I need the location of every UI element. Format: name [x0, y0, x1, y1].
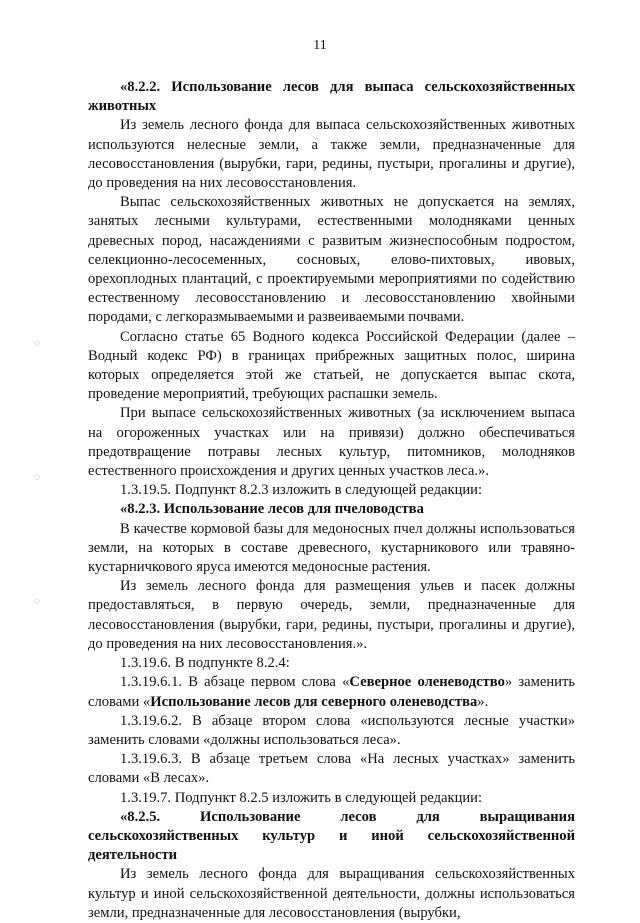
body-paragraph: Выпас сельскохозяйственных животных не допускается на землях, занятых лесными культурами, естественными молодняками ценных древесных пород, насаждениями с развитым жизнеспособным подростом, селекционно-лесосеменных, сосновых, елово-пихтовых, ивовых, орехоплодных плантаций, с проектируемыми мероприятиями по содействию естественному лесовосстановлению и лесовосстановлению хвойными породами, с легкоразмываемыми и развеиваемыми почвами. [88, 194, 575, 326]
section-heading: «8.2.3. Использование лесов для пчеловодства [120, 501, 424, 518]
body-paragraph [88, 673, 575, 711]
body-paragraph: Из земель лесного фонда для размещения ульев и пасек должны предоставляться, в первую очередь, земли, предназначенные для лесовосстановления (вырубки, гари, редины, пустыри, прогалины и другие), до проведения на них лесовосстановления.». [88, 578, 575, 652]
page-number: 11 [313, 38, 327, 53]
body-paragraph: Согласно статье 65 Водного кодекса Российской Федерации (далее – Водный кодекс РФ) в границах прибрежных защитных полос, ширина которых определяется этой же статьей, не допускается выпас скота, проведение мероприятий, требующих распашки земель. [88, 328, 575, 403]
section-heading: «8.2.5. Использование лесов для выращивания сельскохозяйственных культур и иной сельскохозяйственной деятельности [88, 808, 575, 864]
margin-mark: ◌ [34, 338, 40, 349]
margin-mark: ◌ [34, 472, 40, 483]
bold-phrase: Использование лесов для северного оленеводства [150, 693, 478, 710]
body-paragraph: 1.3.19.7. Подпункт 8.2.5 изложить в следующей редакции: [120, 789, 483, 806]
body-paragraph: Из земель лесного фонда для выпаса сельскохозяйственных животных используются нелесные земли, а также земли, предназначенные для лесовосстановления (вырубки, гари, редины, пустыри, прогалины и другие), до проведения на них лесовосстановления. [88, 117, 575, 192]
body-paragraph: 1.3.19.6.2. В абзаце втором слова «используются лесные участки» заменить словами «должны использоваться леса». [88, 712, 575, 748]
margin-mark: ◌ [34, 596, 40, 607]
body-paragraph: При выпасе сельскохозяйственных животных (за исключением выпаса на огороженных участках или на привязи) должно обеспечиваться предотвращение потравы лесных культур, питомников, молодняков естественного происхождения и других ценных участков леса.». [88, 405, 575, 480]
text-run: » заменить словами « [88, 674, 576, 710]
document-body [88, 78, 575, 923]
body-paragraph: 1.3.19.6.3. В абзаце третьем слова «На лесных участках» заменить словами «В лесах». [88, 751, 575, 787]
body-paragraph: 1.3.19.6. В подпункте 8.2.4: [120, 655, 290, 672]
bold-phrase: Северное оленеводство [349, 674, 505, 691]
body-paragraph: 1.3.19.5. Подпункт 8.2.3 изложить в следующей редакции: [120, 482, 483, 499]
body-paragraph: Из земель лесного фонда для выращивания сельскохозяйственных культур и иной сельскохозяйственной деятельности, должны использоваться земли, предназначенные для лесовосстановления (вырубки, [88, 866, 575, 921]
text-run: 1.3.19.6.1. В абзаце первом слова « [120, 674, 350, 691]
section-heading: «8.2.2. Использование лесов для выпаса сельскохозяйственных животных [88, 79, 575, 115]
body-paragraph: В качестве кормовой базы для медоносных пчел должны использоваться земли, на которых в составе древесного, кустарникового или травяно-кустарничкового яруса имеются медоносные растения. [88, 520, 575, 576]
text-run: ». [477, 693, 489, 710]
